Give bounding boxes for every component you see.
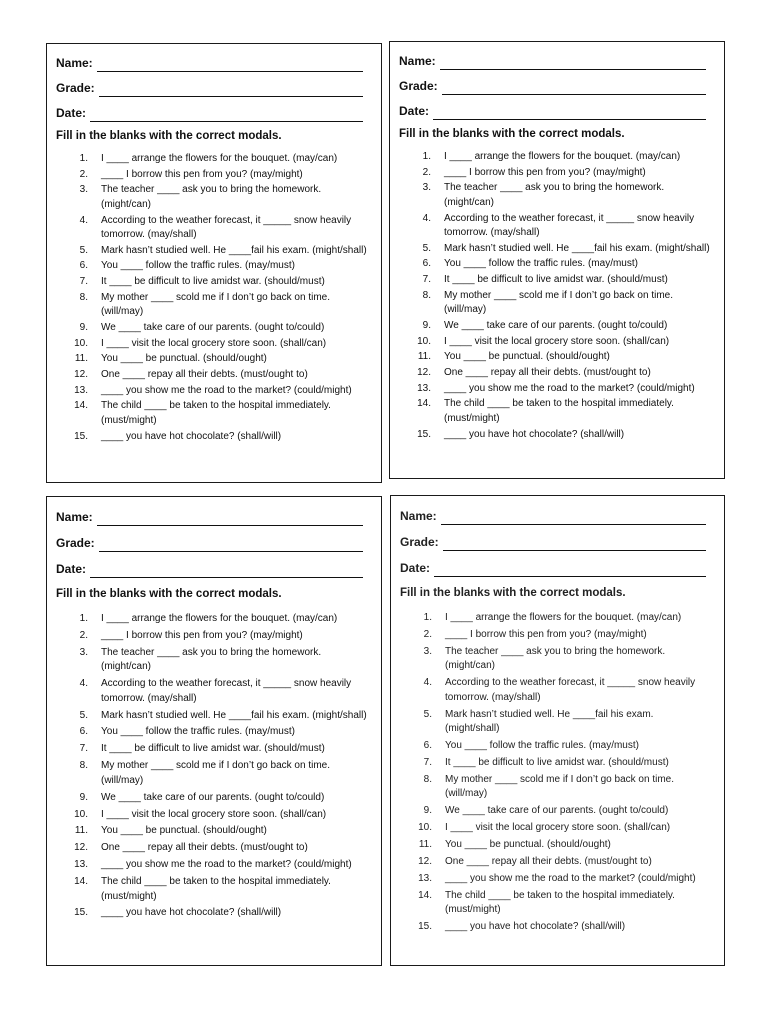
name-field [56, 500, 371, 526]
question-text: According to the weather forecast, it _____ snow heavily tomorrow. (may/shall) [101, 214, 352, 241]
question-item [400, 739, 714, 754]
question-text: ____ you show me the road to the market? (could/might) [101, 859, 352, 871]
question-text: ____ I borrow this pen from you? (may/might) [101, 629, 303, 641]
question-text: The teacher ____ ask you to bring the homework. (might/can) [444, 182, 665, 208]
question-number: 5. [79, 244, 88, 256]
question-text: It ____ be difficult to live amidst war. (should/must) [445, 756, 669, 768]
question-item [400, 611, 714, 626]
question-item [399, 350, 714, 365]
question-item [56, 244, 371, 259]
question-number: 7. [423, 756, 432, 768]
question-text: You ____ follow the traffic rules. (may/must) [101, 726, 295, 738]
question-item [56, 399, 371, 428]
question-item [400, 773, 714, 802]
question-item [399, 166, 714, 181]
question-number: 12. [418, 855, 432, 867]
question-number: 3. [422, 182, 431, 194]
question-number: 4. [79, 678, 88, 690]
question-number: 10. [74, 337, 88, 349]
question-item [56, 368, 371, 383]
date-label: Date: [400, 561, 431, 575]
question-text: The teacher ____ ask you to bring the homework. (might/can) [101, 184, 322, 210]
question-text: One ____ repay all their debts. (must/ought to) [101, 842, 308, 854]
question-number: 8. [422, 289, 431, 301]
date-label: Date: [56, 562, 87, 576]
question-text: It ____ be difficult to live amidst war. (should/must) [101, 276, 325, 288]
question-item [400, 821, 714, 836]
question-item [399, 150, 714, 165]
question-number: 7. [422, 274, 431, 286]
question-item [400, 708, 714, 737]
question-text: ____ you have hot chocolate? (shall/will) [101, 907, 282, 919]
question-number: 10. [74, 808, 88, 820]
question-number: 14. [74, 400, 88, 412]
question-number: 1. [423, 612, 432, 623]
question-number: 2. [79, 629, 88, 641]
question-number: 10. [417, 335, 431, 347]
date-field [56, 97, 371, 122]
question-text: ____ you show me the road to the market? (could/might) [445, 872, 696, 884]
question-text: I ____ arrange the flowers for the bouquet. (may/can) [444, 151, 681, 162]
question-text: The child ____ be taken to the hospital immediately. (must/might) [101, 876, 331, 902]
question-number: 11. [418, 838, 432, 850]
question-text: The child ____ be taken to the hospital immediately. (must/might) [445, 889, 675, 916]
question-text: I ____ visit the local grocery store soon. (shall/can) [445, 822, 671, 834]
question-item [56, 337, 371, 352]
question-number: 6. [79, 726, 88, 738]
question-text: My mother ____ scold me if I don’t go back on time. (will/may) [101, 291, 330, 318]
grade-blank-line[interactable] [99, 535, 363, 552]
question-number: 9. [422, 320, 431, 331]
question-text: I ____ visit the local grocery store soon. (shall/can) [101, 808, 327, 820]
question-number: 14. [418, 889, 432, 901]
question-text: One ____ repay all their debts. (must/ought to) [101, 369, 308, 381]
instruction-heading: Fill in the blanks with the correct modals. [56, 130, 282, 142]
question-item [400, 920, 714, 935]
question-number: 6. [422, 258, 431, 270]
question-text: Mark hasn’t studied well. He ____fail his exam. (might/shall) [444, 242, 710, 254]
question-text: The child ____ be taken to the hospital immediately. (must/might) [444, 398, 674, 424]
question-item [56, 275, 371, 290]
question-text: ____ you have hot chocolate? (shall/will) [444, 428, 625, 440]
question-number: 6. [423, 739, 432, 751]
question-item [56, 875, 371, 904]
question-number: 8. [423, 773, 432, 785]
question-text: We ____ take care of our parents. (ought to/could) [444, 320, 668, 331]
question-text: One ____ repay all their debts. (must/ought to) [444, 367, 651, 379]
question-text: My mother ____ scold me if I don’t go back on time. (will/may) [444, 289, 673, 316]
question-item [56, 646, 371, 675]
date-blank-line[interactable] [90, 105, 363, 122]
question-item [56, 352, 371, 367]
name-label: Name: [56, 510, 93, 524]
question-item [56, 906, 371, 921]
date-blank-line[interactable] [434, 560, 706, 577]
question-number: 2. [422, 166, 431, 178]
question-number: 8. [79, 760, 88, 772]
question-text: According to the weather forecast, it _____ snow heavily tomorrow. (may/shall) [101, 678, 352, 704]
question-text: I ____ arrange the flowers for the bouquet. (may/can) [101, 613, 338, 624]
question-number: 5. [422, 242, 431, 254]
name-label: Name: [399, 54, 436, 68]
question-item [56, 677, 371, 706]
question-item [56, 291, 371, 320]
question-item [400, 889, 714, 918]
question-number: 10. [418, 822, 432, 834]
question-text: ____ you show me the road to the market? (could/might) [444, 382, 695, 394]
question-number: 11. [417, 351, 431, 363]
question-number: 13. [417, 382, 431, 394]
question-item [56, 183, 371, 212]
question-text: It ____ be difficult to live amidst war. (should/must) [101, 743, 325, 755]
question-list [400, 611, 714, 934]
question-text: Mark hasn’t studied well. He ____fail his exam. (might/shall) [101, 709, 367, 721]
question-item [399, 212, 714, 241]
question-number: 3. [423, 645, 432, 657]
question-item [56, 759, 371, 788]
question-item [399, 319, 714, 334]
question-text: You ____ follow the traffic rules. (may/must) [444, 258, 638, 270]
question-number: 15. [74, 907, 88, 919]
question-text: According to the weather forecast, it _____ snow heavily tomorrow. (may/shall) [445, 677, 696, 703]
question-item [56, 808, 371, 823]
question-text: I ____ arrange the flowers for the bouquet. (may/can) [101, 153, 338, 164]
question-number: 5. [79, 709, 88, 721]
name-label: Name: [56, 56, 93, 70]
question-text: You ____ be punctual. (should/ought) [445, 838, 611, 850]
question-item [56, 321, 371, 336]
question-number: 11. [74, 825, 88, 837]
question-text: You ____ follow the traffic rules. (may/must) [101, 260, 295, 272]
question-list [399, 150, 714, 442]
question-text: You ____ be punctual. (should/ought) [101, 825, 267, 837]
date-blank-line[interactable] [433, 103, 706, 120]
date-field [400, 551, 714, 577]
question-list [56, 612, 371, 921]
question-text: Mark hasn’t studied well. He ____fail his exam. (might/shall) [101, 244, 367, 256]
name-field [56, 47, 371, 72]
question-item [399, 257, 714, 272]
question-number: 9. [79, 791, 88, 803]
grade-label: Grade: [56, 81, 95, 95]
instruction-heading: Fill in the blanks with the correct modals. [400, 587, 626, 599]
name-field [400, 499, 714, 525]
question-item [56, 168, 371, 183]
question-item [56, 384, 371, 399]
card-content [56, 47, 371, 445]
question-number: 1. [422, 151, 431, 162]
grade-label: Grade: [56, 536, 95, 550]
question-number: 12. [74, 842, 88, 854]
question-text: It ____ be difficult to live amidst war. (should/must) [444, 274, 668, 286]
question-item [56, 841, 371, 856]
date-label: Date: [399, 104, 430, 118]
question-text: We ____ take care of our parents. (ought to/could) [445, 805, 669, 817]
name-blank-line[interactable] [97, 509, 363, 526]
name-blank-line[interactable] [440, 53, 706, 70]
question-number: 1. [79, 613, 88, 624]
question-text: ____ you have hot chocolate? (shall/will) [445, 920, 626, 932]
question-item [400, 872, 714, 887]
question-number: 9. [423, 805, 432, 817]
name-label: Name: [400, 509, 437, 523]
question-number: 7. [79, 743, 88, 755]
question-item [400, 756, 714, 771]
question-item [399, 366, 714, 381]
grade-field [400, 525, 714, 551]
question-item [56, 791, 371, 806]
question-number: 13. [74, 859, 88, 871]
question-item [56, 214, 371, 243]
question-text: My mother ____ scold me if I don’t go back on time. (will/may) [445, 773, 674, 800]
question-text: I ____ visit the local grocery store soon. (shall/can) [444, 335, 670, 347]
question-item [56, 629, 371, 644]
question-text: According to the weather forecast, it _____ snow heavily tomorrow. (may/shall) [444, 212, 695, 239]
question-item [56, 709, 371, 724]
question-number: 1. [79, 153, 88, 164]
question-item [399, 397, 714, 426]
worksheet-card-3 [46, 496, 382, 966]
question-number: 13. [418, 872, 432, 884]
question-item [56, 612, 371, 627]
question-number: 5. [423, 708, 432, 720]
question-number: 6. [79, 260, 88, 272]
date-label: Date: [56, 106, 87, 120]
question-number: 3. [79, 184, 88, 196]
question-item [400, 855, 714, 870]
grade-label: Grade: [400, 535, 439, 549]
grade-field [399, 70, 714, 95]
question-text: You ____ be punctual. (should/ought) [444, 351, 610, 363]
question-text: I ____ arrange the flowers for the bouquet. (may/can) [445, 612, 682, 623]
grade-blank-line[interactable] [442, 78, 706, 95]
question-number: 4. [422, 212, 431, 224]
date-field [56, 552, 371, 578]
instruction-heading: Fill in the blanks with the correct modals. [399, 128, 625, 140]
question-number: 13. [74, 384, 88, 396]
question-item [56, 824, 371, 839]
question-item [399, 242, 714, 257]
question-item [400, 645, 714, 674]
question-number: 12. [417, 367, 431, 379]
question-text: The child ____ be taken to the hospital immediately. (must/might) [101, 400, 331, 426]
question-number: 7. [79, 276, 88, 288]
question-item [56, 430, 371, 445]
worksheet-card-1 [46, 43, 382, 483]
question-text: The teacher ____ ask you to bring the homework. (might/can) [101, 646, 322, 673]
question-number: 14. [74, 876, 88, 888]
question-text: ____ I borrow this pen from you? (may/might) [101, 168, 303, 180]
question-text: ____ you have hot chocolate? (shall/will) [101, 430, 282, 442]
question-number: 4. [423, 677, 432, 689]
question-item [399, 273, 714, 288]
question-item [399, 382, 714, 397]
question-text: We ____ take care of our parents. (ought to/could) [101, 791, 325, 803]
question-item [399, 428, 714, 443]
grade-label: Grade: [399, 79, 438, 93]
question-text: We ____ take care of our parents. (ought to/could) [101, 322, 325, 333]
question-text: The teacher ____ ask you to bring the homework. (might/can) [445, 645, 666, 672]
name-field [399, 45, 714, 70]
question-item [400, 628, 714, 643]
question-item [400, 804, 714, 819]
worksheet-card-2 [389, 41, 725, 479]
question-item [400, 676, 714, 705]
date-field [399, 95, 714, 120]
question-text: ____ I borrow this pen from you? (may/might) [445, 628, 647, 640]
name-blank-line[interactable] [97, 55, 363, 72]
question-text: ____ you show me the road to the market? (could/might) [101, 384, 352, 396]
question-number: 2. [79, 168, 88, 180]
question-text: I ____ visit the local grocery store soon. (shall/can) [101, 337, 327, 349]
question-item [56, 742, 371, 757]
card-content [399, 45, 714, 443]
question-number: 11. [74, 353, 88, 365]
date-blank-line[interactable] [90, 561, 363, 578]
grade-blank-line[interactable] [99, 80, 363, 97]
question-number: 15. [74, 430, 88, 442]
question-item [399, 289, 714, 318]
grade-blank-line[interactable] [443, 534, 706, 551]
question-text: You ____ follow the traffic rules. (may/must) [445, 739, 639, 751]
worksheet-card-4 [390, 495, 725, 966]
question-text: You ____ be punctual. (should/ought) [101, 353, 267, 365]
name-blank-line[interactable] [441, 508, 706, 525]
question-item [399, 181, 714, 210]
grade-field [56, 526, 371, 552]
question-number: 15. [418, 920, 432, 932]
card-content [400, 499, 714, 937]
question-number: 8. [79, 291, 88, 303]
question-item [56, 152, 371, 167]
question-list [56, 152, 371, 444]
question-number: 3. [79, 646, 88, 658]
question-number: 2. [423, 628, 432, 640]
question-text: My mother ____ scold me if I don’t go back on time. (will/may) [101, 760, 330, 786]
question-number: 9. [79, 322, 88, 333]
question-text: Mark hasn’t studied well. He ____fail his exam. (might/shall) [445, 708, 654, 735]
question-item [399, 335, 714, 350]
question-item [400, 838, 714, 853]
question-item [56, 858, 371, 873]
question-item [56, 259, 371, 274]
instruction-heading: Fill in the blanks with the correct modals. [56, 588, 282, 600]
question-number: 4. [79, 214, 88, 226]
grade-field [56, 72, 371, 97]
question-item [56, 725, 371, 740]
question-number: 12. [74, 369, 88, 381]
question-number: 15. [417, 428, 431, 440]
card-content [56, 500, 371, 923]
question-number: 14. [417, 398, 431, 410]
question-text: ____ I borrow this pen from you? (may/might) [444, 166, 646, 178]
question-text: One ____ repay all their debts. (must/ought to) [445, 855, 652, 867]
